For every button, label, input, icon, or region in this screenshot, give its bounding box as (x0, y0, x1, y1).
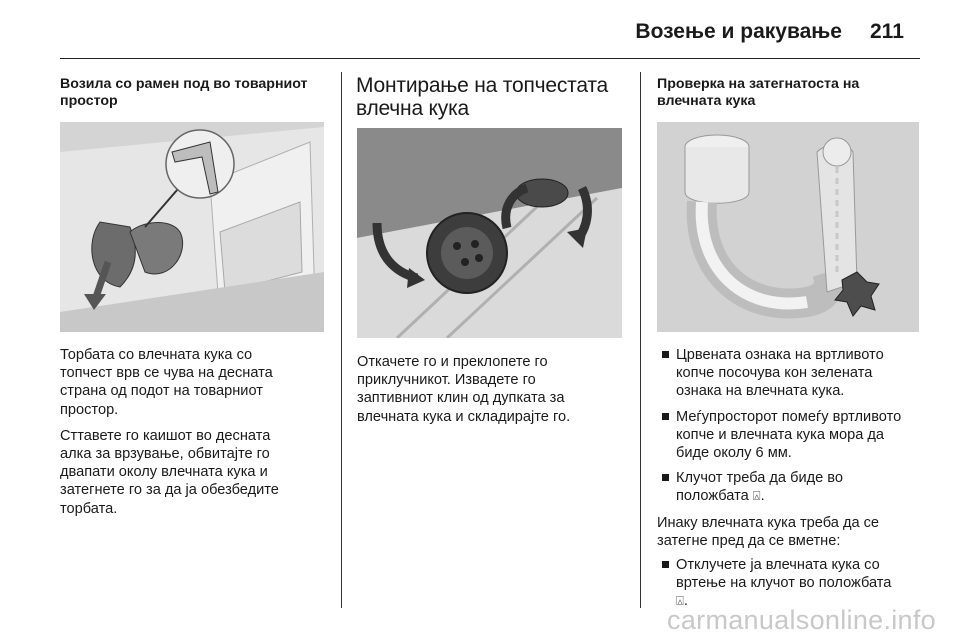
section-heading-check (657, 76, 922, 110)
text-line: заптивниот клин од дупката за (357, 390, 565, 407)
list-item (660, 469, 928, 505)
list-item (660, 556, 928, 611)
text-line: затегнете го за да ја обезбедите (60, 482, 279, 499)
bullet-icon (662, 561, 669, 568)
text-line: биде околу 6 мм. (676, 445, 792, 462)
column-divider-1 (341, 72, 342, 608)
text-line: положбата (676, 488, 749, 505)
column-divider-2 (640, 72, 641, 608)
text-line: копче и влечната кука мора да (676, 426, 885, 443)
text-line: приклучникот. Извадете го (357, 372, 536, 389)
section-heading-mounting (356, 74, 628, 120)
text-line: Црвената ознака на вртливото (676, 347, 884, 363)
paragraph-mounting (357, 353, 632, 426)
check-list (660, 346, 928, 506)
column-3 (657, 76, 922, 110)
list-item (660, 346, 928, 401)
trunk-bag-illustration (60, 122, 324, 332)
text-line: Отклучете ја влечната кука со (676, 557, 880, 574)
text-line: вртење на клучот во положбата (676, 575, 892, 592)
text-line: Торбата со влечната кука со (60, 347, 253, 363)
text-line: алка за врзување, обвитајте го (60, 446, 270, 463)
unlock-list (660, 556, 928, 611)
column-1 (60, 76, 325, 110)
column-2 (356, 74, 628, 120)
paragraph-storage (60, 346, 330, 419)
figure-trunk-bag (60, 122, 324, 332)
col3-text (657, 346, 928, 611)
tow-hook-illustration (657, 122, 919, 332)
bullet-icon (662, 351, 669, 358)
text-line: простор. (60, 401, 119, 418)
col1-text (60, 346, 330, 518)
bullet-icon (662, 474, 669, 481)
text-line: . (683, 593, 688, 610)
text-line: страна од подот на товарниот (60, 383, 263, 400)
text-line: влечната кука и складирајте го. (357, 408, 571, 425)
page-number: 211 (870, 20, 904, 43)
heading-line: Монтирање на топчестата (356, 74, 609, 97)
figure-tow-hook (657, 122, 919, 332)
text-line: Сттавете го каишот во десната (60, 427, 271, 444)
heading-line: влечната кука (657, 93, 756, 109)
section-heading-storage: Возила со рамен под во товарниот простор (60, 76, 308, 109)
running-head: Возење и ракување (635, 20, 842, 43)
unlock-icon: ⍓ (752, 488, 761, 504)
heading-line: Проверка на затегнатоста на (657, 76, 860, 92)
text-line: Откачете го и преклопете го (357, 354, 548, 370)
header-rule (60, 58, 920, 59)
paragraph-otherwise (657, 514, 928, 550)
text-line: Инаку влечната кука треба да се (657, 514, 880, 531)
heading-line: влечна кука (356, 97, 470, 120)
text-line: . (760, 488, 765, 505)
text-line: ознака на влечната кука. (676, 383, 845, 400)
unlock-icon: ⍓ (676, 593, 684, 609)
paragraph-strap (60, 427, 330, 518)
bullet-icon (662, 413, 669, 420)
text-line: Клучот треба да биде во (676, 470, 843, 487)
text-line: затегне пред да се вметне: (657, 532, 841, 549)
text-line: торбата. (60, 500, 118, 517)
socket-illustration (357, 128, 622, 338)
list-item (660, 408, 928, 463)
text-line: двапати околу влечната кука и (60, 464, 268, 481)
figure-socket (357, 128, 622, 338)
text-line: Меѓупросторот помеѓу вртливото (676, 408, 902, 425)
watermark: carmanualsonline.info (667, 605, 936, 635)
col2-text (357, 353, 632, 426)
text-line: топчест врв се чува на десната (60, 365, 273, 382)
text-line: копче посочува кон зелената (676, 365, 873, 382)
